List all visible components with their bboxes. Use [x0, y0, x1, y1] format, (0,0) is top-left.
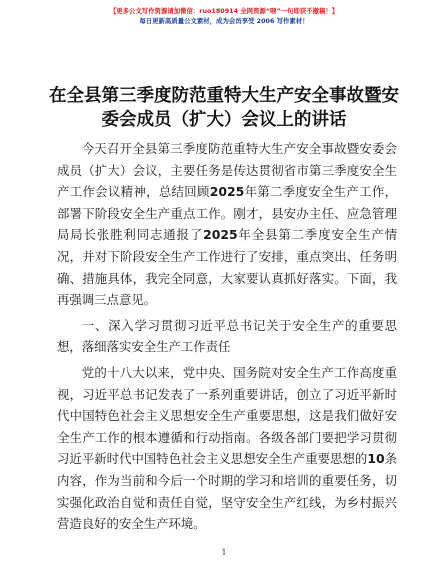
document-title-line-2: 委会成员（扩大）会议上的讲话: [101, 110, 347, 130]
document-title: [40, 84, 408, 132]
promo-banner: [0, 6, 448, 26]
document-body: [57, 138, 397, 535]
paragraph-section-1-part-2: 条内容，作为当前和今后一个时期的学习和培训的重要任务，切实强化政治自觉和责任自觉，坚守安全生产红线，为乡村振兴营造良好的安全生产环境。: [57, 451, 398, 532]
paragraph-intro: [57, 138, 397, 311]
promo-banner-line-1: 【更多公文写作资源请加微信：ruo180914 全网资源“喂”一句即获不撤稿！】: [109, 7, 339, 15]
paragraph-intro-part-2: 年第二季度安全生产工作，部署下阶段安全生产重点工作。刚才，县安办主任、应急管理局局长张胜利同志通报了: [57, 184, 397, 243]
year-number: 2025: [209, 184, 245, 200]
item-count-number: 10: [367, 451, 385, 467]
paragraph-intro-part-3: 年全县第二季度安全生产情况，并对下阶段安全生产工作进行了安排，重点突出、任务明确、措施具体，我完全同意，大家要认真抓好落实。下面，我再强调三点意见。: [57, 227, 398, 308]
document-title-line-1: 在全县第三季度防范重特大生产安全事故暨安: [49, 86, 399, 106]
paragraph-section-1: [57, 362, 397, 535]
page-number: 1: [221, 548, 227, 557]
paragraph-intro-part-1: 今天召开全县第三季度防范重特大生产安全事故暨安委会成员（扩大）会议，主要任务是传达贯彻省市第三季度安全生产工作会议精神，总结回顾: [57, 141, 397, 200]
promo-banner-line-2: 每日更新高质量公文素材，成为会员享受 2006 写作素材！: [139, 17, 309, 25]
paragraph-section-1-part-1: 党的十八大以来，党中央、国务院对安全生产工作高度重视，习近平总书记发表了一系列重要讲话，创立了习近平新时代中国特色社会主义思想安全生产重要思想，这是我们做好安全生产工作的根本遵循和行动指南。各级各部门要把学习贯彻习近平新时代中国特色社会主义思想安全生产重要思想的: [57, 364, 397, 467]
section-heading-1: 一、深入学习贯彻习近平总书记关于安全生产的重要思想，落细落实安全生产工作责任: [57, 317, 397, 355]
year-number-2: 2025: [203, 227, 238, 243]
